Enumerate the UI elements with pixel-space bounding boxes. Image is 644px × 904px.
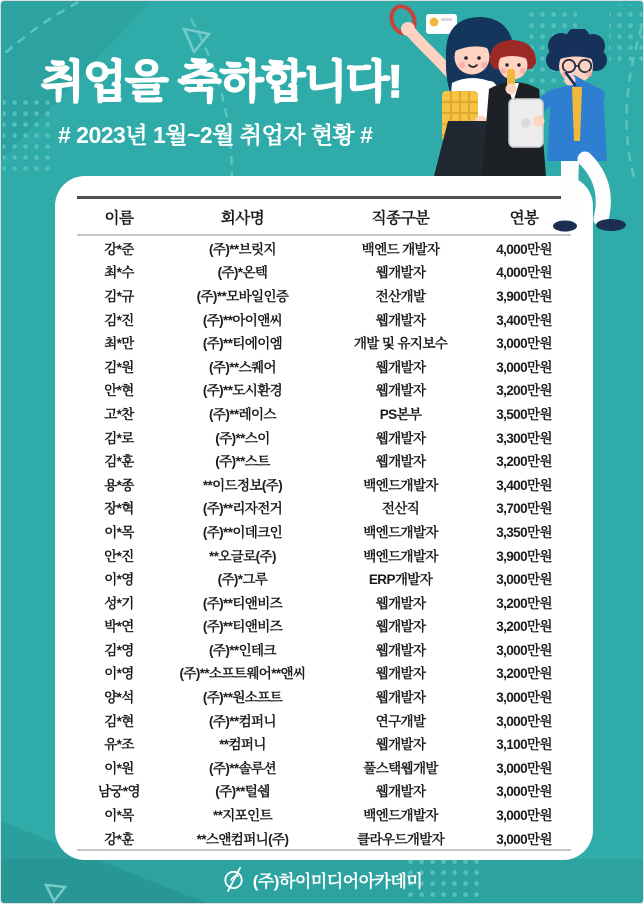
cell-job: 웹개발자 <box>375 784 426 800</box>
cell-salary: 3,900만원 <box>496 548 552 564</box>
cell-job: 웹개발자 <box>375 690 426 706</box>
cell-name: 이*영 <box>104 572 134 588</box>
table-row <box>77 425 571 449</box>
cell-company: (주)**티앤비즈 <box>202 595 283 611</box>
table-row <box>77 260 571 284</box>
cell-salary: 3,000만원 <box>496 690 552 706</box>
cell-salary: 3,500만원 <box>496 406 552 422</box>
column-header-name: 이름 <box>77 198 161 236</box>
cell-company: (주)**레이스 <box>209 406 276 422</box>
cell-salary: 4,000만원 <box>496 265 552 281</box>
table-row <box>77 401 571 425</box>
cell-name: 강*준 <box>104 241 134 257</box>
cell-company: (주)*온텍 <box>217 265 268 281</box>
cell-job: 웹개발자 <box>375 359 426 375</box>
table-row <box>77 307 571 331</box>
cell-company: (주)**티앤비즈 <box>202 619 283 635</box>
cell-salary: 3,000만원 <box>496 359 552 375</box>
cell-company: **스앤컴퍼니(주) <box>161 826 324 851</box>
table-row <box>77 708 571 732</box>
cell-salary: 3,000만원 <box>496 784 552 800</box>
table-row <box>77 566 571 590</box>
table-body <box>77 235 571 850</box>
cell-salary: 3,700만원 <box>496 501 552 517</box>
cell-salary: 3,200만원 <box>496 666 552 682</box>
table-row <box>77 661 571 685</box>
cell-name: 장*혁 <box>104 501 134 517</box>
cell-job: 연구개발 <box>375 713 426 729</box>
cell-company: (주)**리자전거 <box>202 501 283 517</box>
cell-name: 김*규 <box>104 288 134 304</box>
cell-salary: 3,000만원 <box>496 760 552 776</box>
cell-company: (주)**아이앤씨 <box>202 312 283 328</box>
cell-salary: 3,000만원 <box>496 336 552 352</box>
column-header-company: 회사명 <box>161 198 324 236</box>
cell-name: 안*진 <box>104 548 134 564</box>
cell-job: 웹개발자 <box>375 265 426 281</box>
cell-name: 이*목 <box>104 524 134 540</box>
footer-company-name: (주)하이미디어아카데미 <box>252 871 423 891</box>
cell-company: (주)**티에이엠 <box>202 336 283 352</box>
cell-job: 개발 및 유지보수 <box>353 336 448 352</box>
cell-salary: 3,000만원 <box>496 642 552 658</box>
cell-company: (주)**모바일인증 <box>196 288 289 304</box>
cell-name: 박*연 <box>104 619 134 635</box>
table-row <box>77 330 571 354</box>
cell-name: 성*기 <box>104 595 134 611</box>
man-with-tablet-icon <box>499 29 644 236</box>
cell-salary: 3,200만원 <box>496 383 552 399</box>
cell-job: 웹개발자 <box>375 619 426 635</box>
cell-job: 백엔드개발자 <box>363 477 438 493</box>
cell-company: (주)**컴퍼니 <box>209 713 276 729</box>
table-row <box>77 637 571 661</box>
cell-company: (주)**브릿지 <box>209 241 276 257</box>
cell-salary: 3,000만원 <box>496 808 552 824</box>
cell-job: 전산개발 <box>375 288 426 304</box>
cell-company: (주)*그루 <box>217 572 268 588</box>
cell-name: 고*찬 <box>104 406 134 422</box>
cell-salary: 3,000만원 <box>496 572 552 588</box>
cell-job: 백엔드개발자 <box>363 548 438 564</box>
cell-salary: 3,100만원 <box>496 737 552 753</box>
table-row <box>77 519 571 543</box>
footer <box>1 866 643 892</box>
cell-name: 이*목 <box>104 808 134 824</box>
table-row <box>77 472 571 496</box>
cell-company: (주)**솔루션 <box>209 760 276 776</box>
column-header-job: 직종구분 <box>324 198 477 236</box>
table-row <box>77 543 571 567</box>
cell-name: 강*훈 <box>77 826 161 851</box>
table-row <box>77 235 571 260</box>
cell-salary: 3,900만원 <box>496 288 552 304</box>
cell-salary: 3,300만원 <box>496 430 552 446</box>
cell-company: **컴퍼니 <box>219 737 266 753</box>
cell-name: 김*원 <box>104 359 134 375</box>
cell-company: (주)**소프트웨어**앤씨 <box>179 666 306 682</box>
cell-company: (주)**스퀘어 <box>209 359 276 375</box>
cell-salary: 4,000만원 <box>496 241 552 257</box>
cell-name: 용*종 <box>104 477 134 493</box>
cell-job: 전산직 <box>381 501 420 517</box>
cell-salary: 3,000만원 <box>496 713 552 729</box>
cell-job: 웹개발자 <box>375 312 426 328</box>
table-row <box>77 802 571 826</box>
table-row <box>77 378 571 402</box>
employment-table <box>77 196 571 851</box>
cell-name: 김*영 <box>104 642 134 658</box>
cell-name: 이*원 <box>104 760 134 776</box>
cell-job: 백엔드 개발자 <box>361 241 440 257</box>
cell-job: ERP개발자 <box>368 572 433 588</box>
cell-name: 안*현 <box>104 383 134 399</box>
table-header-row <box>77 198 571 236</box>
himedia-logo-icon <box>222 866 246 892</box>
table-row <box>77 755 571 779</box>
table-row <box>77 448 571 472</box>
cell-company: (주)**도시환경 <box>202 383 283 399</box>
cell-name: 양*석 <box>104 690 134 706</box>
cell-company: (주)**인테크 <box>209 642 276 658</box>
cell-name: 김*진 <box>104 312 134 328</box>
cell-job: 웹개발자 <box>375 430 426 446</box>
table-row <box>77 684 571 708</box>
cell-company: (주)**털쉡 <box>215 784 270 800</box>
cell-job: 웹개발자 <box>375 737 426 753</box>
cell-job: 웹개발자 <box>375 383 426 399</box>
cell-job: 백엔드개발자 <box>363 524 438 540</box>
table-row <box>77 590 571 614</box>
cell-job: PS본부 <box>379 406 422 422</box>
table-row <box>77 354 571 378</box>
table-row <box>77 731 571 755</box>
cell-name: 이*영 <box>104 666 134 682</box>
cell-job: 웹개발자 <box>375 642 426 658</box>
cell-company: (주)**스이 <box>215 430 270 446</box>
cell-name: 최*만 <box>104 336 134 352</box>
cell-salary: 3,200만원 <box>496 454 552 470</box>
cell-company: **지포인트 <box>212 808 273 824</box>
cell-name: 김*로 <box>104 430 134 446</box>
cell-name: 유*조 <box>104 737 134 753</box>
cell-company: (주)**이데크인 <box>202 524 283 540</box>
cell-company: **오글로(주) <box>209 548 276 564</box>
employment-table-card <box>55 176 593 860</box>
cell-salary: 3,200만원 <box>496 619 552 635</box>
cell-job: 백엔드개발자 <box>363 808 438 824</box>
cell-salary: 3,200만원 <box>496 595 552 611</box>
table-row <box>77 779 571 803</box>
cell-company: (주)**원소프트 <box>202 690 283 706</box>
cell-job: 웹개발자 <box>375 666 426 682</box>
cell-name: 최*수 <box>104 265 134 281</box>
page-subtitle: # 2023년 1월~2월 취업자 현황 # <box>58 122 373 148</box>
cell-name: 김*훈 <box>104 454 134 470</box>
cell-job: 풀스택웹개발 <box>363 760 438 776</box>
cell-job: 웹개발자 <box>375 595 426 611</box>
table-row <box>77 283 571 307</box>
cell-name: 김*현 <box>104 713 134 729</box>
table-row <box>77 496 571 520</box>
cell-name: 남궁*영 <box>97 784 140 800</box>
column-header-salary: 연봉 <box>477 198 571 236</box>
cell-company: **이드정보(주) <box>202 477 283 493</box>
page-title: 취업을 축하합니다! <box>41 56 402 107</box>
cell-salary: 3,400만원 <box>496 312 552 328</box>
cell-job: 클라우드개발자 <box>324 826 477 851</box>
cell-job: 웹개발자 <box>375 454 426 470</box>
table-row <box>77 614 571 638</box>
table-row <box>77 826 571 851</box>
cell-salary: 3,350만원 <box>496 524 552 540</box>
cell-salary: 3,000만원 <box>477 826 571 851</box>
cell-company: (주)**스트 <box>215 454 270 470</box>
cell-salary: 3,400만원 <box>496 477 552 493</box>
